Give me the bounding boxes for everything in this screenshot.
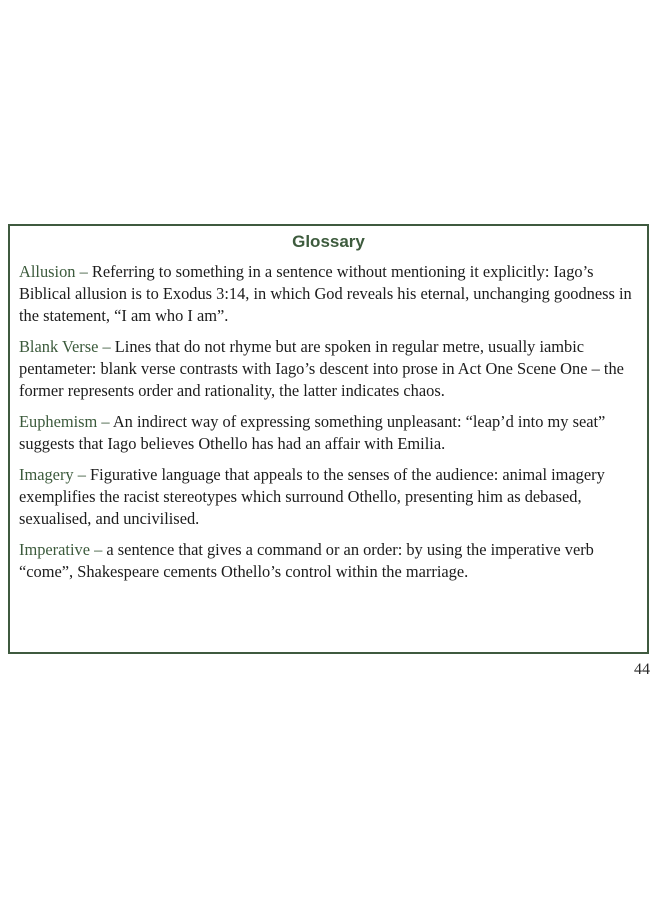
term-dash: – <box>94 540 103 559</box>
glossary-entry-blank-verse <box>19 336 638 402</box>
glossary-definition: Lines that do not rhyme but are spoken in regular metre, usually iambic pentameter: blank verse contrasts with Iago’s descent into prose in Act One Scene One – the former represents order and rationality, the latter indicates chaos. <box>19 337 624 400</box>
glossary-definition: Referring to something in a sentence without mentioning it explicitly: Iago’s Biblical allusion is to Exodus 3:14, in which God reveals his eternal, unchanging goodness in the statement, “I am who I am”. <box>19 262 632 325</box>
glossary-term: Imagery <box>19 465 74 484</box>
glossary-definition: a sentence that gives a command or an order: by using the imperative verb “come”, Shakespeare cements Othello’s control within the marriage. <box>19 540 594 581</box>
glossary-term: Blank Verse <box>19 337 99 356</box>
term-dash: – <box>101 412 110 431</box>
glossary-entry-euphemism <box>19 411 638 455</box>
glossary-box <box>8 224 649 654</box>
glossary-entry-allusion <box>19 261 638 327</box>
glossary-term: Imperative <box>19 540 90 559</box>
term-dash: – <box>102 337 111 356</box>
term-dash: – <box>79 262 88 281</box>
glossary-definition: Figurative language that appeals to the senses of the audience: animal imagery exemplifies the racist stereotypes which surround Othello, presenting him as debased, sexualised, and uncivilised. <box>19 465 605 528</box>
glossary-title: Glossary <box>292 232 365 251</box>
glossary-entry-imperative <box>19 539 638 583</box>
glossary-term: Euphemism <box>19 412 98 431</box>
glossary-definition: An indirect way of expressing something unpleasant: “leap’d into my seat” suggests that Iago believes Othello has had an affair with Emilia. <box>19 412 606 453</box>
term-dash: – <box>77 465 86 484</box>
page-number: 44 <box>634 661 650 678</box>
glossary-term: Allusion <box>19 262 76 281</box>
glossary-entry-imagery <box>19 464 638 530</box>
